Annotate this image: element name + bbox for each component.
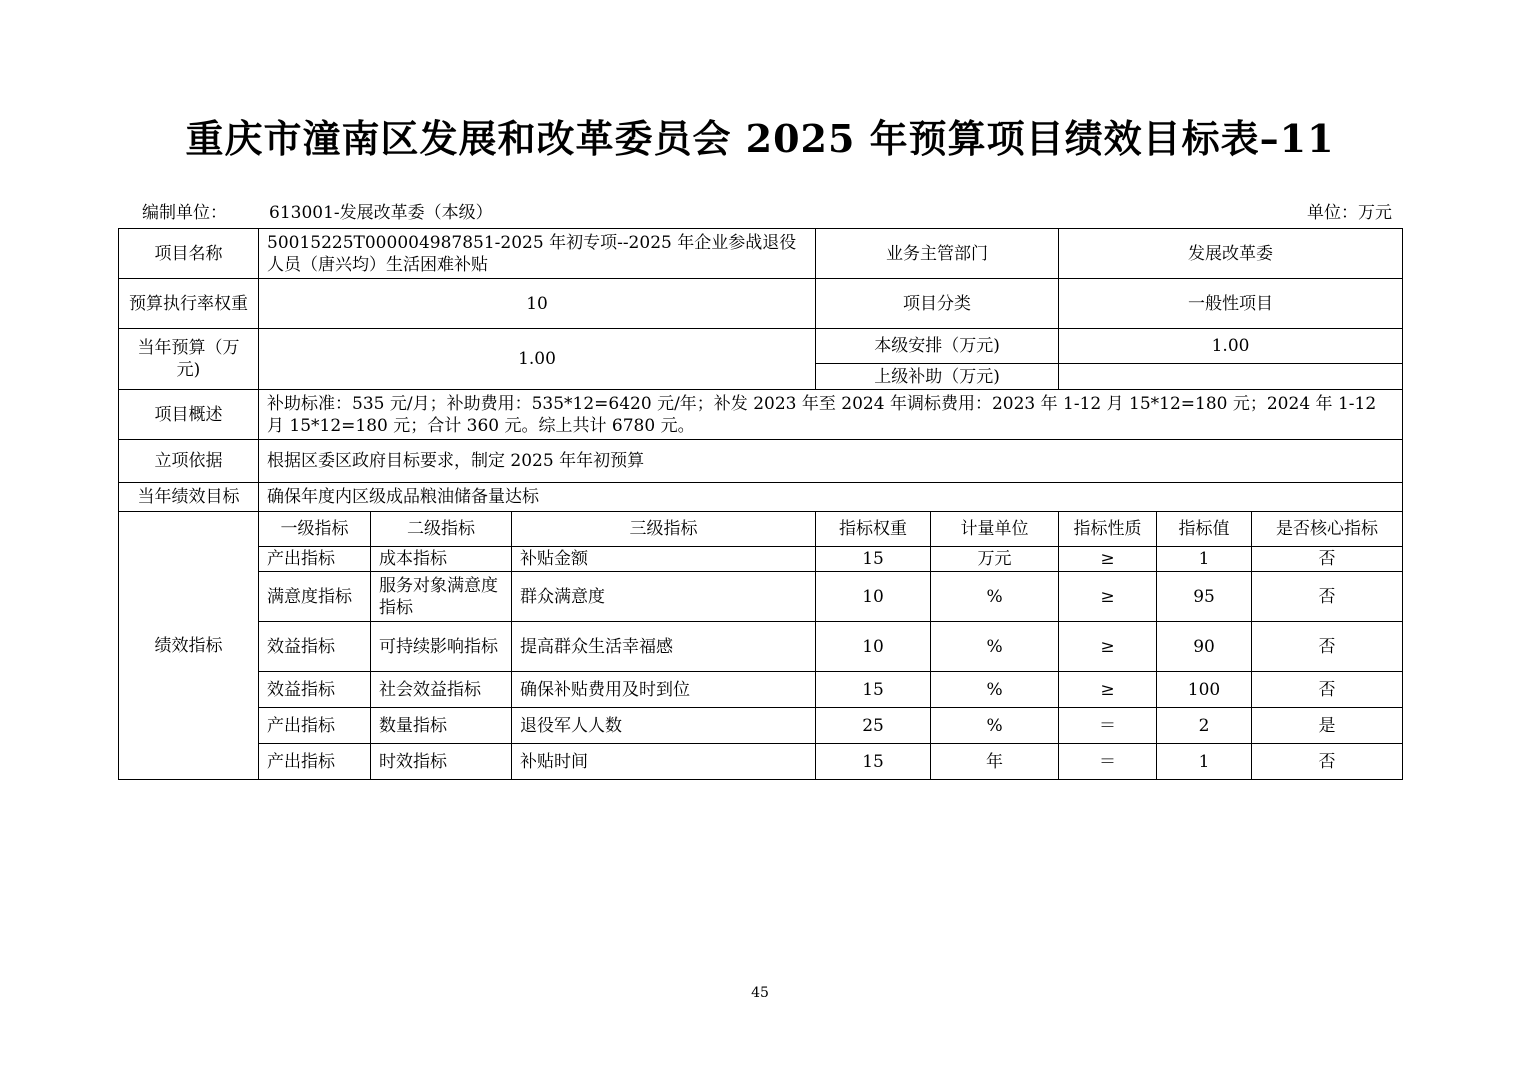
indicator-core: 否 — [1252, 572, 1403, 622]
goal-label: 当年绩效目标 — [119, 483, 259, 512]
upper-value — [1059, 364, 1403, 390]
indicator-nature: ≥ — [1059, 547, 1157, 572]
indicator-core: 否 — [1252, 744, 1403, 780]
indicator-core: 否 — [1252, 672, 1403, 708]
indicator-row — [119, 672, 1403, 708]
header-level2: 二级指标 — [371, 512, 512, 547]
basis-label: 立项依据 — [119, 440, 259, 483]
currency-unit: 单位：万元 — [1307, 203, 1392, 223]
indicator-weight: 25 — [816, 708, 931, 744]
indicator-level1: 满意度指标 — [259, 572, 371, 622]
project-name-value: 50015225T000004987851-2025 年初专项--2025 年企业参战退役人员（唐兴均）生活困难补贴 — [259, 229, 816, 279]
header-core: 是否核心指标 — [1252, 512, 1403, 547]
header-level1: 一级指标 — [259, 512, 371, 547]
indicator-unit: 万元 — [931, 547, 1059, 572]
indicator-level2: 成本指标 — [371, 547, 512, 572]
indicator-unit: % — [931, 708, 1059, 744]
indicator-row — [119, 572, 1403, 622]
header-level3: 三级指标 — [512, 512, 816, 547]
indicator-nature: ＝ — [1059, 708, 1157, 744]
indicator-nature: ＝ — [1059, 744, 1157, 780]
indicator-value: 1 — [1157, 744, 1252, 780]
indicator-weight: 15 — [816, 547, 931, 572]
indicator-value: 1 — [1157, 547, 1252, 572]
local-value: 1.00 — [1059, 329, 1403, 364]
category-label: 项目分类 — [816, 279, 1059, 329]
header-value: 指标值 — [1157, 512, 1252, 547]
weight-value: 10 — [259, 279, 816, 329]
indicator-level1: 效益指标 — [259, 622, 371, 672]
indicator-row — [119, 744, 1403, 780]
indicator-level3: 退役军人人数 — [512, 708, 816, 744]
indicator-core: 否 — [1252, 547, 1403, 572]
indicator-core: 否 — [1252, 622, 1403, 672]
indicator-level3: 确保补贴费用及时到位 — [512, 672, 816, 708]
local-label: 本级安排（万元) — [816, 329, 1059, 364]
indicator-unit: % — [931, 572, 1059, 622]
indicator-unit: 年 — [931, 744, 1059, 780]
indicator-value: 2 — [1157, 708, 1252, 744]
header-nature: 指标性质 — [1059, 512, 1157, 547]
indicator-core: 是 — [1252, 708, 1403, 744]
goal-value: 确保年度内区级成品粮油储备量达标 — [259, 483, 1403, 512]
indicator-level3: 群众满意度 — [512, 572, 816, 622]
indicator-row — [119, 708, 1403, 744]
unit-value: 613001-发展改革委（本级） — [269, 203, 493, 223]
dept-label: 业务主管部门 — [816, 229, 1059, 279]
indicator-weight: 15 — [816, 744, 931, 780]
weight-label: 预算执行率权重 — [119, 279, 259, 329]
indicator-nature: ≥ — [1059, 622, 1157, 672]
overview-label: 项目概述 — [119, 390, 259, 440]
indicator-level2: 可持续影响指标 — [371, 622, 512, 672]
upper-label: 上级补助（万元) — [816, 364, 1059, 390]
header-unit: 计量单位 — [931, 512, 1059, 547]
budget-value: 1.00 — [259, 329, 816, 390]
indicator-level3: 补贴时间 — [512, 744, 816, 780]
meta-row — [118, 198, 1402, 222]
budget-label: 当年预算（万元) — [119, 329, 259, 390]
indicator-weight: 15 — [816, 672, 931, 708]
indicator-level1: 产出指标 — [259, 547, 371, 572]
indicator-value: 90 — [1157, 622, 1252, 672]
page-number: 45 — [751, 985, 769, 1001]
unit-label: 编制单位： — [142, 203, 227, 223]
indicator-level3: 提高群众生活幸福感 — [512, 622, 816, 672]
indicator-level3: 补贴金额 — [512, 547, 816, 572]
indicator-value: 95 — [1157, 572, 1252, 622]
indicator-row — [119, 547, 1403, 572]
page-title: 重庆市潼南区发展和改革委员会 2025 年预算项目绩效目标表–11 — [185, 116, 1335, 161]
indicator-row — [119, 622, 1403, 672]
indicator-nature: ≥ — [1059, 672, 1157, 708]
indicator-unit: % — [931, 672, 1059, 708]
header-weight: 指标权重 — [816, 512, 931, 547]
indicator-unit: % — [931, 622, 1059, 672]
indicators-label: 绩效指标 — [119, 512, 259, 780]
indicator-weight: 10 — [816, 572, 931, 622]
category-value: 一般性项目 — [1059, 279, 1403, 329]
indicator-value: 100 — [1157, 672, 1252, 708]
indicator-level2: 数量指标 — [371, 708, 512, 744]
indicator-level2: 服务对象满意度指标 — [371, 572, 512, 622]
indicator-level1: 产出指标 — [259, 744, 371, 780]
indicator-level1: 产出指标 — [259, 708, 371, 744]
indicator-level1: 效益指标 — [259, 672, 371, 708]
overview-value: 补助标准：535 元/月；补助费用：535*12=6420 元/年；补发 2023 年至 2024 年调标费用：2023 年 1-12 月 15*12=180 元；2024 年 1-12 月 15*12=180 元；合计 360 元。综上共计 6780 元。 — [259, 390, 1403, 440]
indicator-weight: 10 — [816, 622, 931, 672]
basis-value: 根据区委区政府目标要求，制定 2025 年年初预算 — [259, 440, 1403, 483]
indicator-level2: 社会效益指标 — [371, 672, 512, 708]
indicator-level2: 时效指标 — [371, 744, 512, 780]
project-name-label: 项目名称 — [119, 229, 259, 279]
performance-table — [118, 228, 1403, 780]
dept-value: 发展改革委 — [1059, 229, 1403, 279]
indicator-nature: ≥ — [1059, 572, 1157, 622]
